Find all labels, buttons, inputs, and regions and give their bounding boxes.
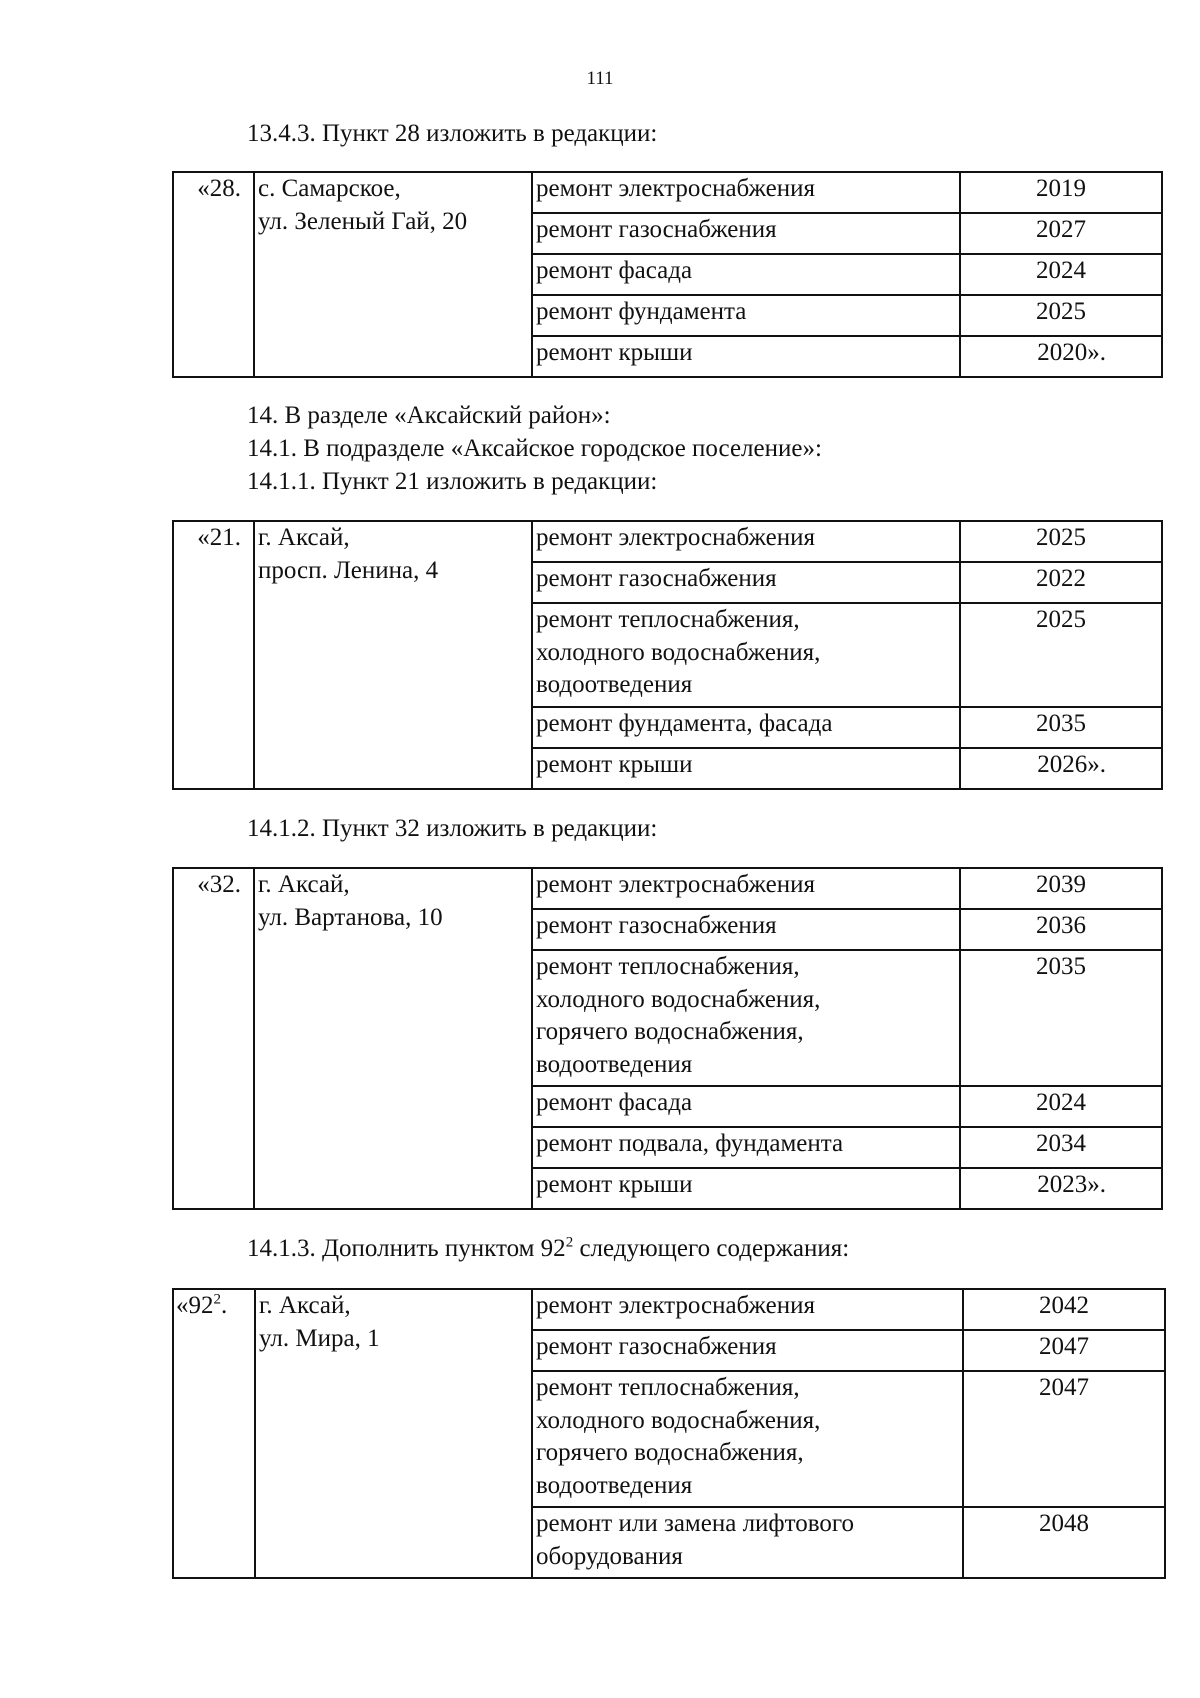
address-line: г. Аксай,	[258, 524, 350, 551]
work-type-cell	[532, 172, 960, 213]
work-type-cell	[532, 1330, 963, 1371]
work-line: горячего водоснабжения,	[536, 1018, 804, 1045]
work-line: ремонт фундамента	[536, 298, 747, 325]
repair-table-28	[172, 171, 1163, 378]
item-number-part: .	[221, 1292, 228, 1319]
work-type-cell	[532, 1086, 960, 1127]
address-cell	[255, 1289, 532, 1578]
item-number-part: 2	[213, 1291, 221, 1308]
item-number: «28.	[173, 172, 254, 377]
work-line: ремонт газоснабжения	[536, 565, 777, 592]
work-line: водоотведения	[536, 1471, 693, 1499]
work-type-cell	[532, 336, 960, 377]
work-type-cell	[532, 909, 960, 950]
repair-table-32	[172, 867, 1163, 1210]
section-heading: 14.1.1. Пункт 21 изложить в редакции:	[247, 468, 658, 495]
work-type-cell	[532, 707, 960, 748]
year-cell: 2042	[963, 1289, 1165, 1330]
address-cell	[254, 172, 532, 377]
item-number	[173, 1289, 255, 1578]
year-cell: 2039	[960, 868, 1162, 909]
work-line: ремонт теплоснабжения,	[536, 953, 800, 980]
address-line: ул. Вартанова, 10	[258, 903, 443, 931]
repair-table-21	[172, 520, 1163, 790]
work-type-cell	[532, 868, 960, 909]
work-line: ремонт фундамента, фасада	[536, 709, 833, 737]
work-line: горячего водоснабжения,	[536, 1439, 804, 1466]
work-type-cell	[532, 748, 960, 789]
work-line: ремонт газоснабжения	[536, 216, 777, 243]
year-cell: 2047	[963, 1330, 1165, 1371]
work-line: ремонт электроснабжения	[536, 1292, 815, 1319]
address-line: просп. Ленина, 4	[258, 556, 439, 584]
work-line: ремонт электроснабжения	[536, 524, 815, 551]
year-cell: 2026».	[960, 748, 1162, 789]
heading-text: следующего содержания:	[573, 1235, 850, 1262]
year-cell: 2025	[960, 603, 1162, 707]
work-line: ремонт газоснабжения	[536, 912, 777, 939]
item-number: «32.	[173, 868, 254, 1209]
year-cell: 2036	[960, 909, 1162, 950]
work-line: холодного водоснабжения,	[536, 1406, 821, 1434]
year-cell: 2047	[963, 1371, 1165, 1507]
year-cell: 2019	[960, 172, 1162, 213]
section-heading: 13.4.3. Пункт 28 изложить в редакции:	[247, 120, 658, 147]
work-line: водоотведения	[536, 1050, 693, 1078]
section-heading: 14.1.2. Пункт 32 изложить в редакции:	[247, 815, 658, 842]
address-line: г. Аксай,	[258, 871, 350, 898]
work-line: ремонт электроснабжения	[536, 175, 815, 202]
year-cell: 2024	[960, 1086, 1162, 1127]
work-line: ремонт крыши	[536, 1171, 693, 1198]
work-line: ремонт или замена лифтового	[536, 1510, 854, 1537]
subsection-heading: 14.1. В подразделе «Аксайское городское поселение»:	[247, 435, 822, 462]
work-type-cell	[532, 213, 960, 254]
work-line: ремонт теплоснабжения,	[536, 1374, 800, 1401]
table-row	[173, 521, 1162, 562]
table-row	[173, 1289, 1165, 1330]
work-type-cell	[532, 521, 960, 562]
work-type-cell	[532, 950, 960, 1086]
work-line: ремонт фасада	[536, 1089, 693, 1116]
item-number-part: «92	[176, 1292, 214, 1319]
work-line: ремонт крыши	[536, 750, 693, 778]
work-line: ремонт крыши	[536, 339, 693, 366]
work-line: ремонт газоснабжения	[536, 1333, 777, 1360]
year-cell: 2023».	[960, 1168, 1162, 1209]
year-cell: 2034	[960, 1127, 1162, 1168]
year-cell: 2048	[963, 1507, 1165, 1578]
item-number: «21.	[173, 521, 254, 789]
year-cell: 2022	[960, 562, 1162, 603]
work-line: водоотведения	[536, 671, 693, 698]
work-type-cell	[532, 254, 960, 295]
work-line: ремонт теплоснабжения,	[536, 606, 800, 633]
year-cell: 2024	[960, 254, 1162, 295]
work-type-cell	[532, 1507, 963, 1578]
address-cell	[254, 521, 532, 789]
section-heading: 14. В разделе «Аксайский район»:	[247, 402, 611, 429]
work-type-cell	[532, 1289, 963, 1330]
work-line: холодного водоснабжения,	[536, 985, 821, 1013]
year-cell: 2027	[960, 213, 1162, 254]
work-type-cell	[532, 1168, 960, 1209]
heading-text: 14.1.3. Дополнить пунктом 92	[247, 1235, 566, 1262]
year-cell: 2025	[960, 521, 1162, 562]
section-heading	[247, 1232, 849, 1265]
table-row	[173, 868, 1162, 909]
work-line: холодного водоснабжения,	[536, 638, 821, 666]
superscript: 2	[565, 1234, 574, 1251]
address-line: г. Аксай,	[259, 1292, 351, 1319]
work-type-cell	[532, 603, 960, 707]
address-cell	[254, 868, 532, 1209]
work-type-cell	[532, 562, 960, 603]
address-line: ул. Мира, 1	[259, 1324, 380, 1352]
year-cell: 2020».	[960, 336, 1162, 377]
repair-table-92-2	[172, 1288, 1166, 1579]
page-number: 111	[586, 68, 614, 89]
table-row	[173, 172, 1162, 213]
year-cell: 2035	[960, 950, 1162, 1086]
work-type-cell	[532, 295, 960, 336]
work-line: оборудования	[536, 1542, 683, 1570]
work-line: ремонт фасада	[536, 257, 693, 284]
work-line: ремонт электроснабжения	[536, 871, 815, 898]
year-cell: 2035	[960, 707, 1162, 748]
work-line: ремонт подвала, фундамента	[536, 1130, 844, 1157]
address-line: с. Самарское,	[258, 175, 401, 202]
address-line: ул. Зеленый Гай, 20	[258, 207, 468, 235]
work-type-cell	[532, 1371, 963, 1507]
work-type-cell	[532, 1127, 960, 1168]
year-cell: 2025	[960, 295, 1162, 336]
